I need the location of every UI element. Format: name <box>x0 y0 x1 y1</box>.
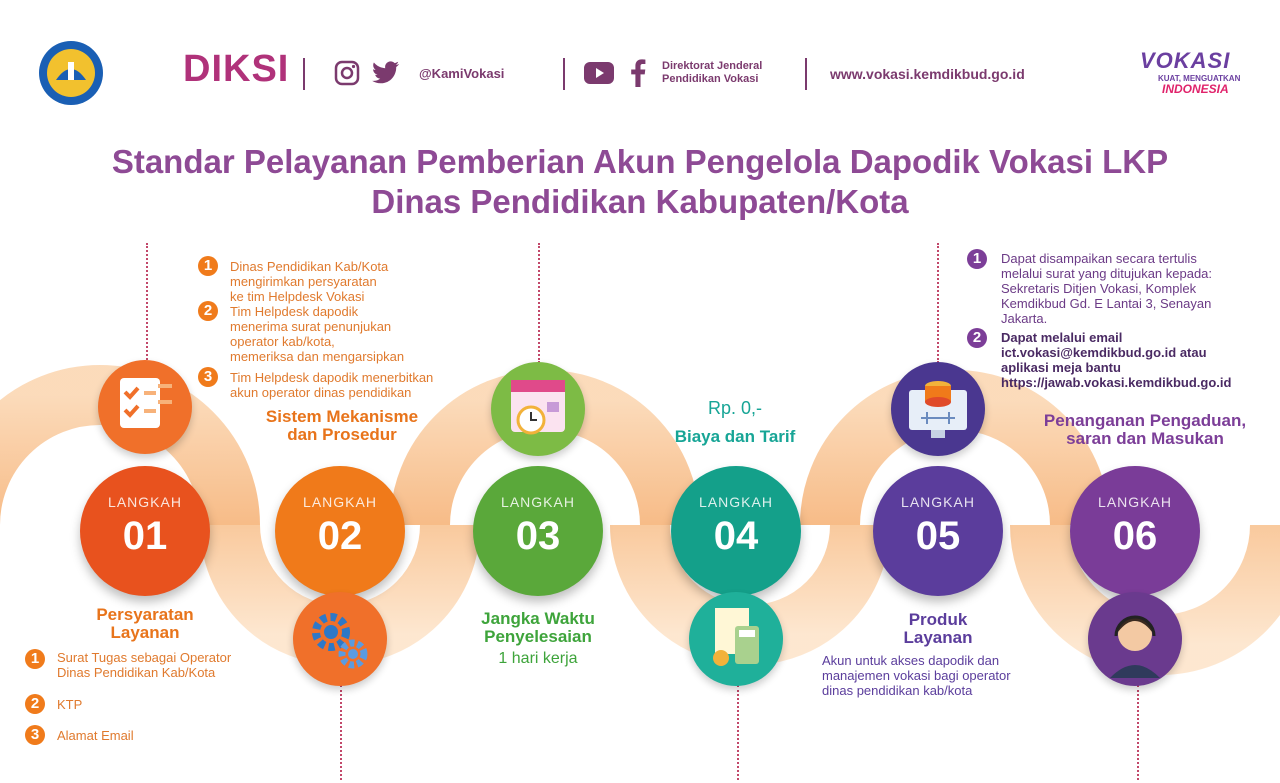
list-item-line: Dapat melalui email <box>1001 330 1123 345</box>
header-divider <box>563 58 565 90</box>
list-item-line[interactable]: https://jawab.vokasi.kemdikbud.go.id <box>1001 375 1232 390</box>
gears-icon <box>293 592 387 686</box>
list-item-line: Dinas Pendidikan Kab/Kota <box>57 665 216 680</box>
vokasi-tagline: KUAT, MENGUATKAN <box>1158 74 1241 83</box>
guide-line <box>737 685 739 780</box>
step2-heading <box>232 408 452 444</box>
directorate-line1: Direktorat Jenderal <box>662 60 763 72</box>
vokasi-logo <box>1140 48 1248 98</box>
step3-heading-line1: Jangka Waktu <box>481 609 595 628</box>
list-item-line: memeriksa dan mengarsipkan <box>230 349 405 364</box>
diksi-logo <box>183 48 289 91</box>
step-label: LANGKAH <box>699 494 773 510</box>
list-item-line: Dinas Pendidikan Kab/Kota <box>230 259 389 274</box>
list-item <box>1001 330 1231 390</box>
guide-line <box>146 243 148 363</box>
list-item-line: menerima surat penunjukan <box>230 319 392 334</box>
step-circle-03 <box>473 466 603 596</box>
list-item <box>57 650 231 680</box>
step3-heading-line2: Penyelesaian <box>484 627 592 646</box>
list-item <box>230 259 388 304</box>
list-item-line: operator kab/kota, <box>230 334 335 349</box>
step-number: 01 <box>122 514 168 558</box>
step-number: 04 <box>713 514 759 558</box>
guide-line <box>1137 685 1139 780</box>
list-item-line: Jakarta. <box>1001 311 1048 326</box>
step-label: LANGKAH <box>501 494 575 510</box>
list-item-line: aplikasi meja bantu <box>1001 360 1121 375</box>
list-item: Alamat Email <box>57 728 134 743</box>
invoice-calculator-icon <box>689 592 783 686</box>
step-number: 06 <box>1112 514 1158 558</box>
list-number: 1 <box>198 256 218 276</box>
customer-service-icon <box>1088 592 1182 686</box>
step-number: 05 <box>915 514 961 558</box>
social-handle[interactable]: @KamiVokasi <box>419 66 505 81</box>
step5-line: dinas pendidikan kab/kota <box>822 683 973 698</box>
step-circle-04 <box>671 466 801 596</box>
header-divider <box>303 58 305 90</box>
list-item-line: Sekretaris Ditjen Vokasi, Komplek <box>1001 281 1197 296</box>
youtube-icon[interactable] <box>584 62 614 84</box>
list-number: 2 <box>198 301 218 321</box>
list-number: 2 <box>25 694 45 714</box>
vokasi-logo-text: VOKASI <box>1140 48 1231 73</box>
list-item-line: Surat Tugas sebagai Operator <box>57 650 232 665</box>
step5-description <box>822 653 1011 698</box>
step-circle-06 <box>1070 466 1200 596</box>
step5-line: Akun untuk akses dapodik dan <box>822 653 1000 668</box>
header-divider <box>805 58 807 90</box>
step4-heading: Biaya dan Tarif <box>674 427 796 446</box>
step5-heading <box>860 611 1016 647</box>
list-number: 2 <box>967 328 987 348</box>
calendar-clock-icon <box>491 362 585 456</box>
step1-heading-line2: Layanan <box>110 623 180 642</box>
directorate-line2: Pendidikan Vokasi <box>662 73 759 85</box>
page-title <box>0 142 1280 222</box>
step5-heading-line1: Produk <box>908 610 968 629</box>
list-item <box>1001 251 1212 326</box>
step3-value: 1 hari kerja <box>498 650 578 667</box>
instagram-icon[interactable] <box>334 60 360 86</box>
guide-line <box>538 243 540 363</box>
guide-line <box>937 243 939 363</box>
page-title-line2: Dinas Pendidikan Kabupaten/Kota <box>371 183 909 220</box>
list-number: 1 <box>967 249 987 269</box>
step-circle-05 <box>873 466 1003 596</box>
step2-heading-line2: dan Prosedur <box>287 425 397 444</box>
step1-heading-line1: Persyaratan <box>96 605 194 624</box>
list-item-line: mengirimkan persyaratan <box>230 274 377 289</box>
kemdikbud-logo-icon <box>36 40 106 106</box>
step5-line: manajemen vokasi bagi operator <box>822 668 1011 683</box>
step6-heading-line1: Penanganan Pengaduan, <box>1043 411 1247 430</box>
diksi-logo-text: DIKSI <box>183 48 290 90</box>
page-title-line1: Standar Pelayanan Pemberian Akun Pengelola Dapodik Vokasi LKP <box>111 143 1169 180</box>
step-label: LANGKAH <box>108 494 182 510</box>
list-item-line: Dapat disampaikan secara tertulis <box>1001 251 1197 266</box>
step-label: LANGKAH <box>1098 494 1172 510</box>
list-item-line: Tim Helpdesk dapodik menerbitkan <box>230 370 434 385</box>
list-item: KTP <box>57 697 83 712</box>
step4-value: Rp. 0,- <box>707 398 763 418</box>
list-number: 1 <box>25 649 45 669</box>
list-item-line: melalui surat yang ditujukan kepada: <box>1001 266 1213 281</box>
vokasi-country: INDONESIA <box>1162 82 1229 96</box>
directorate-text <box>662 60 762 86</box>
step-circle-02 <box>275 466 405 596</box>
facebook-icon[interactable] <box>630 59 646 87</box>
step3-heading <box>448 610 628 646</box>
list-item-line: Tim Helpdesk dapodik <box>230 304 359 319</box>
list-number: 3 <box>198 367 218 387</box>
step-number: 02 <box>317 514 363 558</box>
server-monitor-icon <box>891 362 985 456</box>
list-item-line: Kemdikbud Gd. E Lantai 3, Senayan <box>1001 296 1212 311</box>
step5-heading-line2: Layanan <box>903 628 973 647</box>
step6-heading-line2: saran dan Masukan <box>1066 429 1224 448</box>
list-item <box>230 370 433 400</box>
step-number: 03 <box>515 514 561 558</box>
list-number: 3 <box>25 725 45 745</box>
step1-heading <box>60 606 230 642</box>
step-label: LANGKAH <box>901 494 975 510</box>
step2-heading-line1: Sistem Mekanisme <box>265 407 419 426</box>
list-item-line: akun operator dinas pendidikan <box>230 385 412 400</box>
list-item-line: ke tim Helpdesk Vokasi <box>230 289 365 304</box>
step-circle-01 <box>80 466 210 596</box>
step6-heading <box>1010 412 1280 448</box>
checklist-icon <box>98 360 192 454</box>
guide-line <box>340 685 342 780</box>
step-label: LANGKAH <box>303 494 377 510</box>
list-item-line[interactable]: ict.vokasi@kemdikbud.go.id atau <box>1001 345 1207 360</box>
twitter-icon[interactable] <box>372 61 400 85</box>
website-link[interactable]: www.vokasi.kemdikbud.go.id <box>830 66 1025 82</box>
list-item <box>230 304 404 364</box>
